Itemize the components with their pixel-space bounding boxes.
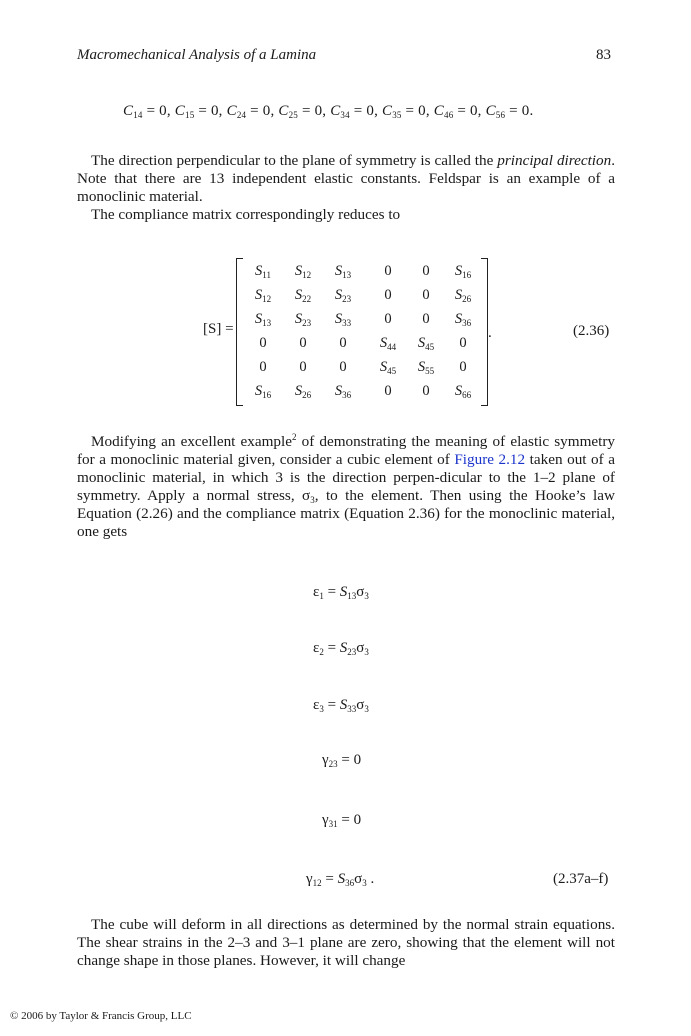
matrix-cell: $S_{22}$ bbox=[294, 287, 312, 304]
strain-equation: $\gamma_{12} = S_{36}\sigma_3$ . bbox=[306, 871, 375, 888]
matrix-cell: 0 bbox=[459, 335, 467, 351]
matrix-cell: 0 bbox=[339, 335, 347, 351]
paragraph-monoclinic-example: Modifying an excellent example$^2$ of demonstrating the meaning of elastic symmetry for a monoclinic material given, consider a cubic element of Figure 2.12 taken out of a monoclinic material, in which 3 is the direction perpen-dicular to the 1–2 plane of symmetry. Apply a normal stress, $\sigma_3$, to the element. Then using the Hooke’s law Equation (2.26) and the compliance matrix (Equation 2.36) for the monoclinic material, one gets bbox=[77, 432, 615, 540]
matrix-cell: $S_{12}$ bbox=[294, 263, 312, 280]
matrix-cell: 0 bbox=[384, 263, 392, 279]
matrix-cell: 0 bbox=[384, 383, 392, 399]
matrix-cell: $S_{13}$ bbox=[254, 311, 272, 328]
matrix-label: [S] = bbox=[203, 321, 234, 337]
matrix-row bbox=[245, 380, 481, 404]
matrix-cell: $S_{66}$ bbox=[454, 383, 472, 400]
copyright-footer: © 2006 by Taylor & Francis Group, LLC bbox=[10, 1010, 192, 1022]
matrix-cell: 0 bbox=[422, 383, 430, 399]
zero-constants-equation: $C_{14} = 0$, $C_{15} = 0$, $C_{24} = 0$, $C_{25} = 0$, $C_{34} = 0$, $C_{35} = 0$, $C_{46} = 0$, $C_{56} = 0$. bbox=[123, 103, 534, 120]
figure-link[interactable]: Figure 2.12 bbox=[454, 451, 526, 468]
matrix-cell: 0 bbox=[259, 335, 267, 351]
matrix-row bbox=[245, 284, 481, 308]
strain-equation: $\varepsilon_3 = S_{33}\sigma_3$ bbox=[313, 697, 369, 714]
matrix-cell: $S_{36}$ bbox=[454, 311, 472, 328]
matrix-cell: $S_{26}$ bbox=[454, 287, 472, 304]
paragraph-cube-deformation: The cube will deform in all directions as determined by the normal strain equations. The shear strains in the 2–3 and 3–1 plane are zero, showing that the element will not change shape in those planes. However, it will change bbox=[77, 916, 615, 969]
matrix-cell: 0 bbox=[384, 287, 392, 303]
left-bracket bbox=[236, 258, 243, 406]
footnote-marker: 2 bbox=[291, 432, 297, 442]
strain-equation: $\gamma_{31} = 0$ bbox=[322, 812, 362, 829]
matrix-cell: $S_{11}$ bbox=[255, 263, 271, 280]
matrix-cell: $S_{26}$ bbox=[294, 383, 312, 400]
matrix-cell: $S_{55}$ bbox=[417, 359, 435, 376]
matrix-cell: $S_{16}$ bbox=[454, 263, 472, 280]
matrix-cell: 0 bbox=[422, 311, 430, 327]
strain-equation: $\varepsilon_2 = S_{23}\sigma_3$ bbox=[313, 640, 369, 657]
matrix-cell: $S_{13}$ bbox=[334, 263, 352, 280]
matrix-row bbox=[245, 260, 481, 284]
matrix-cell: $S_{45}$ bbox=[417, 335, 435, 352]
matrix-cell: 0 bbox=[422, 263, 430, 279]
matrix-cell: $S_{45}$ bbox=[379, 359, 397, 376]
strain-equation: $\varepsilon_1 = S_{13}\sigma_3$ bbox=[313, 584, 369, 601]
matrix-cell: 0 bbox=[422, 287, 430, 303]
matrix-cell: 0 bbox=[299, 335, 307, 351]
matrix-cell: 0 bbox=[299, 359, 307, 375]
paragraph-principal-direction: The direction perpendicular to the plane of symmetry is called the principal direction. Note that there are 13 independent elastic constants. Feldspar is an example of a monoclinic material. The compliance matrix correspondingly reduces to bbox=[77, 152, 616, 223]
matrix-cell: $S_{16}$ bbox=[254, 383, 272, 400]
matrix-grid bbox=[245, 260, 481, 404]
matrix-cell: $S_{44}$ bbox=[379, 335, 397, 352]
matrix-cell: 0 bbox=[259, 359, 267, 375]
page-number: 83 bbox=[596, 47, 611, 63]
matrix-cell: $S_{23}$ bbox=[334, 287, 352, 304]
equation-number-2-36: (2.36) bbox=[573, 323, 610, 339]
matrix-row bbox=[245, 356, 481, 380]
running-header-title: Macromechanical Analysis of a Lamina bbox=[77, 47, 317, 63]
strain-equation: $\gamma_{23} = 0$ bbox=[322, 752, 362, 769]
matrix-row bbox=[245, 332, 481, 356]
paragraph-compliance-intro: The compliance matrix correspondingly reduces to bbox=[91, 206, 401, 223]
equation-number-2-37: (2.37a–f) bbox=[553, 871, 609, 887]
compliance-matrix: [S] = $S_{11}$ $S_{12}$ $S_{13}$ 0 0 $S_{16}$ $S_{12}$ $S_{22}$ $S_{23}$ 0 0 $S_{26}$ $S_{13}$ $S_{23}$ $S_{33}$ 0 0 $S_{36}$ 0 0 0 $S_{44}$ $S_{45}$ 0 0 0 0 $S_{45}$ $S_{55}$ 0 $S_{16}$ $S_{26}$ $S_{36}$ 0 0 $S_{66}$ . bbox=[203, 258, 503, 408]
matrix-row bbox=[245, 308, 481, 332]
matrix-cell: $S_{23}$ bbox=[294, 311, 312, 328]
matrix-cell: 0 bbox=[339, 359, 347, 375]
matrix-cell: $S_{12}$ bbox=[254, 287, 272, 304]
matrix-cell: $S_{33}$ bbox=[334, 311, 352, 328]
matrix-cell: 0 bbox=[459, 359, 467, 375]
matrix-cell: $S_{36}$ bbox=[334, 383, 352, 400]
matrix-cell: 0 bbox=[384, 311, 392, 327]
right-bracket bbox=[481, 258, 488, 406]
